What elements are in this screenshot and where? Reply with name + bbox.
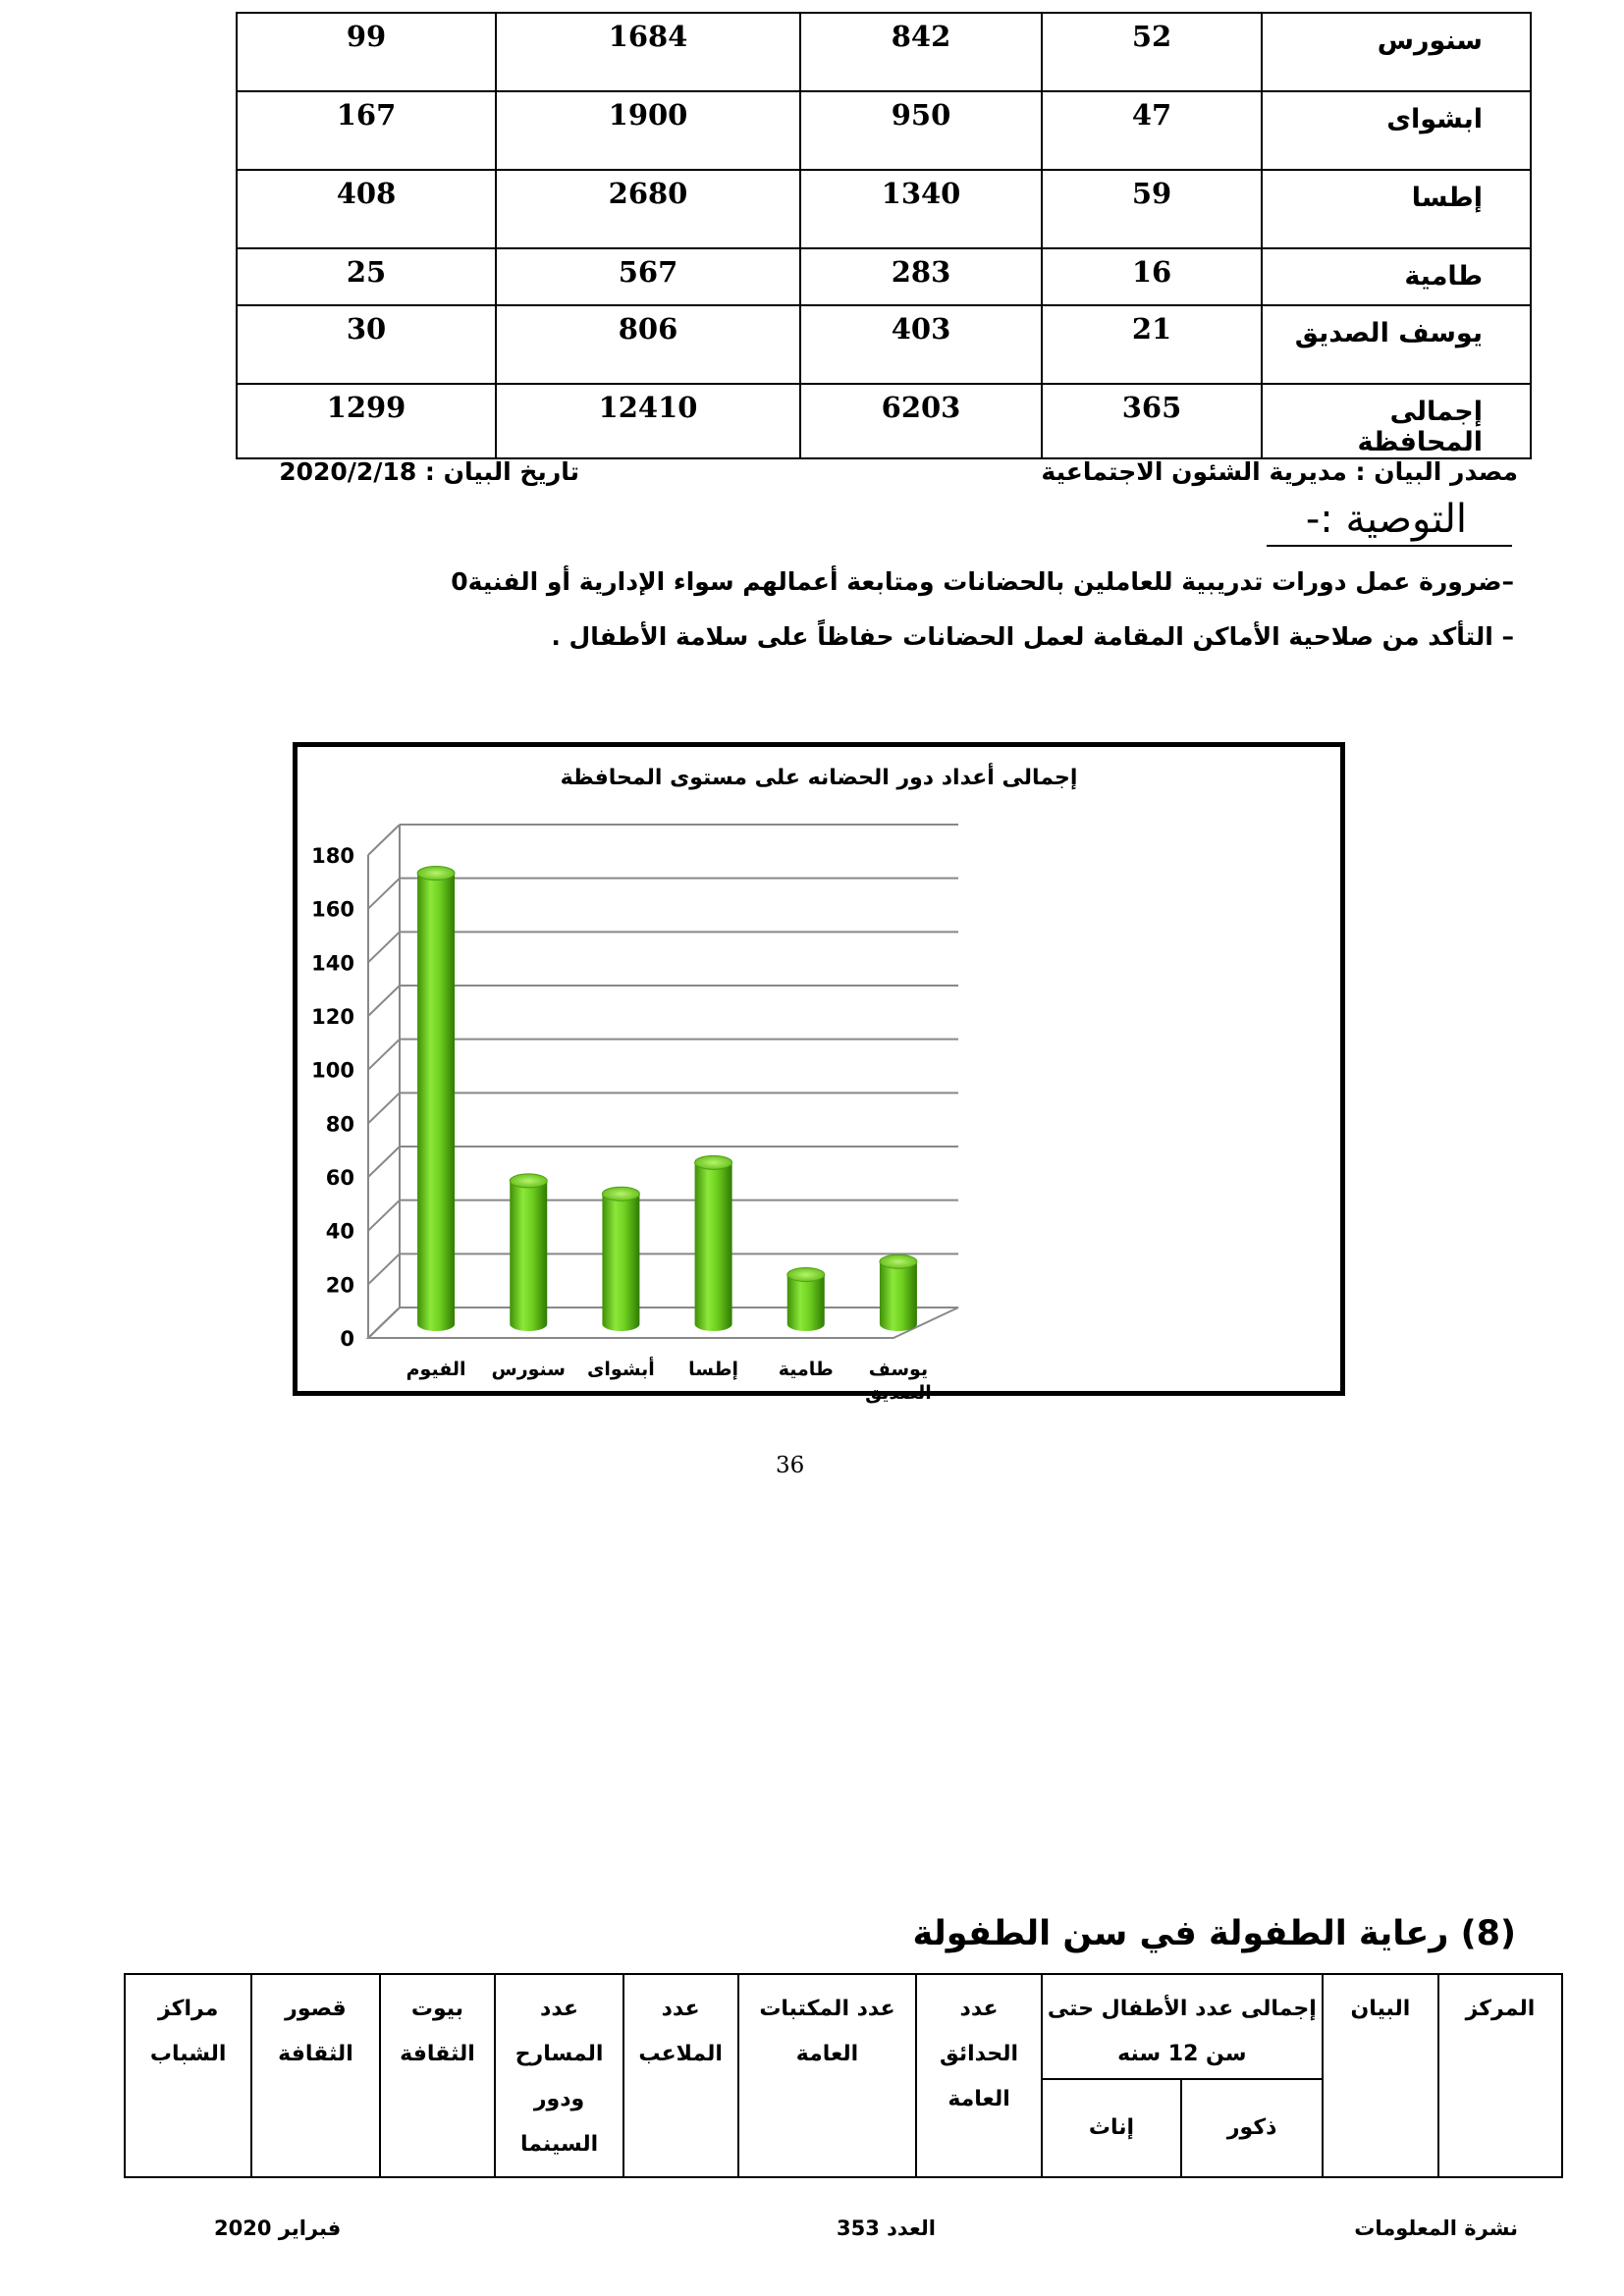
bar <box>510 1174 547 1331</box>
header-males: ذكور <box>1181 2079 1323 2177</box>
cell-c1: 21 <box>1042 305 1262 384</box>
header-culture-palaces: قصور الثقافة <box>251 1974 379 2177</box>
y-tick-label: 80 <box>325 1112 354 1137</box>
cell-c3: 806 <box>496 305 800 384</box>
x-tick-label: أبشواى <box>587 1359 655 1380</box>
y-tick-label: 20 <box>325 1273 354 1298</box>
cell-name: ابشواى <box>1262 91 1531 170</box>
cell-c4: 167 <box>237 91 496 170</box>
cell-c2: 6203 <box>800 384 1042 458</box>
table-row <box>237 305 1531 384</box>
table-row <box>237 13 1531 91</box>
header-youth-centers: مراكز الشباب <box>125 1974 251 2177</box>
cell-c4: 25 <box>237 248 496 305</box>
cell-c4: 30 <box>237 305 496 384</box>
chart-y-axis <box>311 844 354 1351</box>
cell-c3: 567 <box>496 248 800 305</box>
table-row <box>237 91 1531 170</box>
chart-container <box>293 742 1345 1404</box>
cell-name: يوسف الصديق <box>1262 305 1531 384</box>
y-tick-label: 40 <box>325 1219 354 1244</box>
x-tick-label: طامية <box>778 1359 834 1380</box>
header-markaz: المركز <box>1438 1974 1562 2177</box>
recommendation-item: – التأكد من صلاحية الأماكن المقامة لعمل الحضانات حفاظاً على سلامة الأطفال . <box>551 622 1514 651</box>
cell-c2: 950 <box>800 91 1042 170</box>
header-libraries: عدد المكتبات العامة <box>738 1974 917 2177</box>
table-row <box>237 248 1531 305</box>
header-culture-houses: بيوت الثقافة <box>380 1974 496 2177</box>
gridline-side <box>368 1040 400 1070</box>
x-tick-label: سنورس <box>491 1359 567 1380</box>
recommendation-item: –ضرورة عمل دورات تدريبية للعاملين بالحضانات ومتابعة أعمالهم سواء الإدارية أو الفنية0 <box>451 567 1514 596</box>
cell-c1: 365 <box>1042 384 1262 458</box>
gridline-side <box>368 1093 400 1123</box>
x-tick-label: يوسف الصديق <box>865 1359 932 1404</box>
cell-name: سنورس <box>1262 13 1531 91</box>
cell-c3: 1900 <box>496 91 800 170</box>
chart-floor <box>368 1308 958 1338</box>
x-tick-label: الفيوم <box>406 1359 466 1380</box>
cell-c2: 1340 <box>800 170 1042 248</box>
header-total-children: إجمالى عدد الأطفال حتى سن 12 سنه <box>1042 1974 1323 2079</box>
cell-c1: 52 <box>1042 13 1262 91</box>
bar <box>417 867 455 1331</box>
y-tick-label: 0 <box>340 1327 354 1351</box>
y-tick-label: 60 <box>325 1166 354 1190</box>
bar-chart <box>298 747 1340 1404</box>
header-females: إناث <box>1042 2079 1182 2177</box>
header-playgrounds: عدد الملاعب <box>623 1974 738 2177</box>
bar <box>695 1155 732 1331</box>
recommendation-underline <box>1267 545 1512 547</box>
footer-date: فبراير 2020 <box>214 2216 342 2240</box>
gridline-side <box>368 1147 400 1177</box>
y-tick-label: 180 <box>311 844 354 868</box>
header-theaters: عدد المسارح ودور السينما <box>495 1974 623 2177</box>
chart-bars <box>417 867 917 1331</box>
cell-c3: 2680 <box>496 170 800 248</box>
cell-c1: 59 <box>1042 170 1262 248</box>
cell-c1: 16 <box>1042 248 1262 305</box>
chart-title: إجمالى أعداد دور الحضانه على مستوى المحافظة <box>560 766 1078 790</box>
table-row <box>237 170 1531 248</box>
gridline-side <box>368 986 400 1016</box>
table-row-total <box>237 384 1531 458</box>
header-bayan: البيان <box>1323 1974 1438 2177</box>
footer-newsletter: نشرة المعلومات <box>1354 2216 1518 2240</box>
data-table <box>236 12 1532 459</box>
chart-grid <box>368 825 958 1338</box>
bar <box>602 1187 639 1331</box>
y-tick-label: 160 <box>311 897 354 922</box>
cell-c2: 842 <box>800 13 1042 91</box>
cell-c2: 403 <box>800 305 1042 384</box>
bar <box>880 1255 917 1331</box>
cell-c4: 408 <box>237 170 496 248</box>
gridline-side <box>368 932 400 962</box>
chart-x-axis <box>406 1357 932 1404</box>
gridline-side <box>368 1201 400 1231</box>
cell-name: إطسا <box>1262 170 1531 248</box>
cell-c3: 1684 <box>496 13 800 91</box>
cell-name: إجمالى المحافظة <box>1262 384 1531 458</box>
footer-issue: العدد 353 <box>837 2216 936 2240</box>
date-note: تاريخ البيان : 2020/2/18 <box>279 457 579 486</box>
header-gardens: عدد الحدائق العامة <box>916 1974 1041 2177</box>
gridline-side <box>368 825 400 855</box>
section-title: (8) رعاية الطفولة في سن الطفولة <box>912 1914 1516 1953</box>
y-tick-label: 140 <box>311 951 354 976</box>
x-tick-label: إطسا <box>688 1359 739 1380</box>
cell-c3: 12410 <box>496 384 800 458</box>
cell-c1: 47 <box>1042 91 1262 170</box>
gridline-side <box>368 1254 400 1284</box>
page-number: 36 <box>776 1453 805 1478</box>
cell-name: طامية <box>1262 248 1531 305</box>
y-tick-label: 120 <box>311 1005 354 1029</box>
gridline-side <box>368 879 400 909</box>
cell-c4: 99 <box>237 13 496 91</box>
cell-c2: 283 <box>800 248 1042 305</box>
y-tick-label: 100 <box>311 1058 354 1083</box>
childhood-table <box>124 1973 1563 2178</box>
bar <box>787 1268 825 1331</box>
recommendation-title: التوصية :- <box>1305 497 1467 542</box>
source-note: مصدر البيان : مديرية الشئون الاجتماعية <box>1041 457 1518 486</box>
cell-c4: 1299 <box>237 384 496 458</box>
